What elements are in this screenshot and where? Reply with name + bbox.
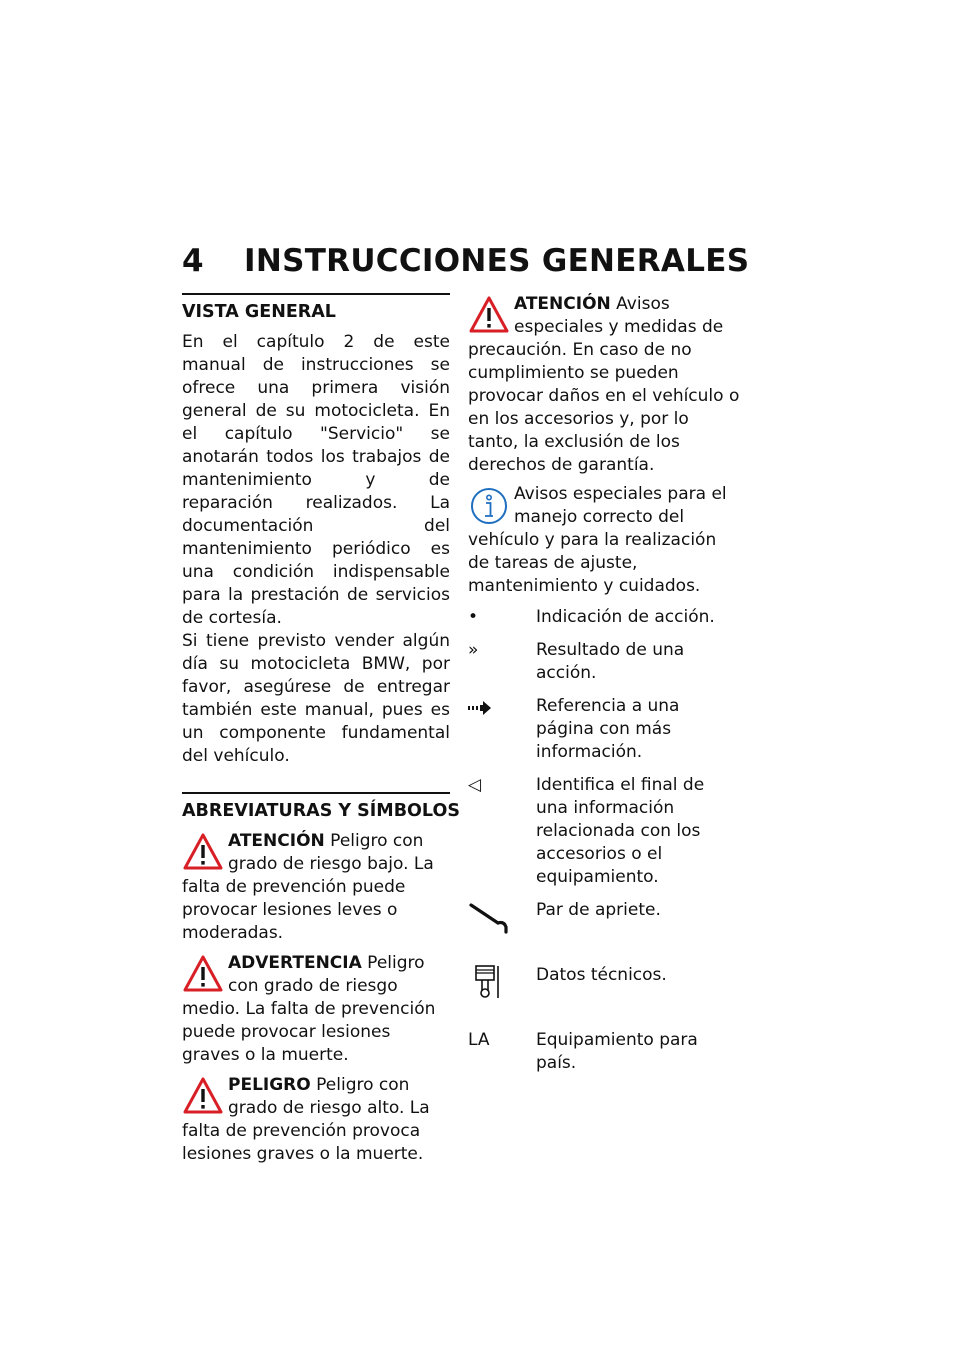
info-block (468, 483, 740, 598)
notice-keyword: ATENCIÓN (514, 294, 611, 314)
notice-block-attention (468, 293, 740, 477)
list-item (468, 606, 740, 629)
symbol-description: Resultado de una acción. (536, 640, 685, 683)
double-chevron-icon (468, 639, 536, 685)
warning-description: Peligro con grado de riesgo alto. La falta de prevención provoca lesiones graves o la muerte. (182, 1075, 430, 1164)
warning-description: Peligro con grado de riesgo medio. La falta de prevención puede provocar lesiones graves o la muerte. (182, 953, 436, 1065)
piston-icon (468, 964, 536, 1007)
left-column (182, 293, 460, 1166)
symbol-description: Equipamiento para país. (536, 1030, 698, 1073)
chapter-title-text: INSTRUCCIONES GENERALES (244, 243, 750, 279)
symbol-label: • (468, 607, 479, 627)
warning-description: Peligro con grado de riesgo bajo. La falta de prevención puede provocar lesiones leves o moderadas. (182, 831, 434, 943)
section-heading-overview: VISTA GENERAL (182, 302, 336, 322)
list-item (468, 1029, 740, 1075)
warning-keyword: ATENCIÓN (228, 831, 325, 851)
section-divider (182, 293, 450, 295)
overview-paragraph-1: En el capítulo 2 de este manual de instrucciones se ofrece una primera visión general de su motocicleta. En el capítulo "Servicio" se anotarán todos los trabajos de mantenimiento y de reparación realizados. La documentación del mantenimiento periódico es una condición indispensable para la prestación de servicios de cortesía. (182, 332, 450, 628)
info-text: Avisos especiales para el manejo correcto del vehículo y para la realización de tareas de ajuste, mantenimiento y cuidados. (468, 484, 727, 596)
torque-wrench-icon (468, 899, 536, 942)
warning-block-peligro (182, 1074, 450, 1166)
bullet-icon (468, 606, 536, 629)
section-divider (182, 792, 450, 794)
country-equipment-label (468, 1029, 536, 1075)
warning-block-attention (182, 830, 450, 945)
page-reference-arrow-icon (468, 695, 536, 764)
warning-triangle-icon (468, 295, 512, 337)
chapter-title (182, 243, 749, 279)
warning-triangle-icon (182, 1076, 226, 1118)
chapter-number: 4 (182, 243, 204, 279)
symbol-description: Referencia a una página con más información. (536, 696, 680, 762)
info-icon (468, 485, 512, 527)
symbol-label: LA (468, 1030, 490, 1050)
list-item (468, 639, 740, 685)
warning-keyword: ADVERTENCIA (228, 953, 362, 973)
warning-keyword: PELIGRO (228, 1075, 311, 1095)
overview-paragraph-2: Si tiene previsto vender algún día su motocicleta BMW, por favor, asegúrese de entregar también este manual, pues es un componente fundamental del vehículo. (182, 631, 450, 766)
list-item (468, 695, 740, 764)
warning-triangle-icon (182, 954, 226, 996)
symbol-description: Indicación de acción. (536, 607, 715, 627)
right-column (468, 293, 740, 1085)
symbol-label: » (468, 640, 479, 660)
symbol-description: Datos técnicos. (536, 965, 667, 985)
warning-block-advertencia (182, 952, 450, 1067)
symbol-label: ◁ (468, 775, 482, 795)
end-triangle-icon (468, 774, 536, 889)
symbol-list (468, 606, 740, 1075)
symbol-description: Par de apriete. (536, 900, 661, 920)
list-item (468, 774, 740, 889)
list-item (468, 899, 740, 942)
warning-triangle-icon (182, 832, 226, 874)
symbol-description: Identifica el final de una información relacionada con los accesorios o el equipamiento. (536, 775, 705, 887)
notice-description: Avisos especiales y medidas de precaución. En caso de no cumplimiento se pueden provocar daños en el vehículo o en los accesorios y, por lo tanto, la exclusión de los derechos de garantía. (468, 294, 740, 475)
section-heading-abbreviations: ABREVIATURAS Y SÍMBOLOS (182, 801, 460, 821)
list-item (468, 964, 740, 1007)
